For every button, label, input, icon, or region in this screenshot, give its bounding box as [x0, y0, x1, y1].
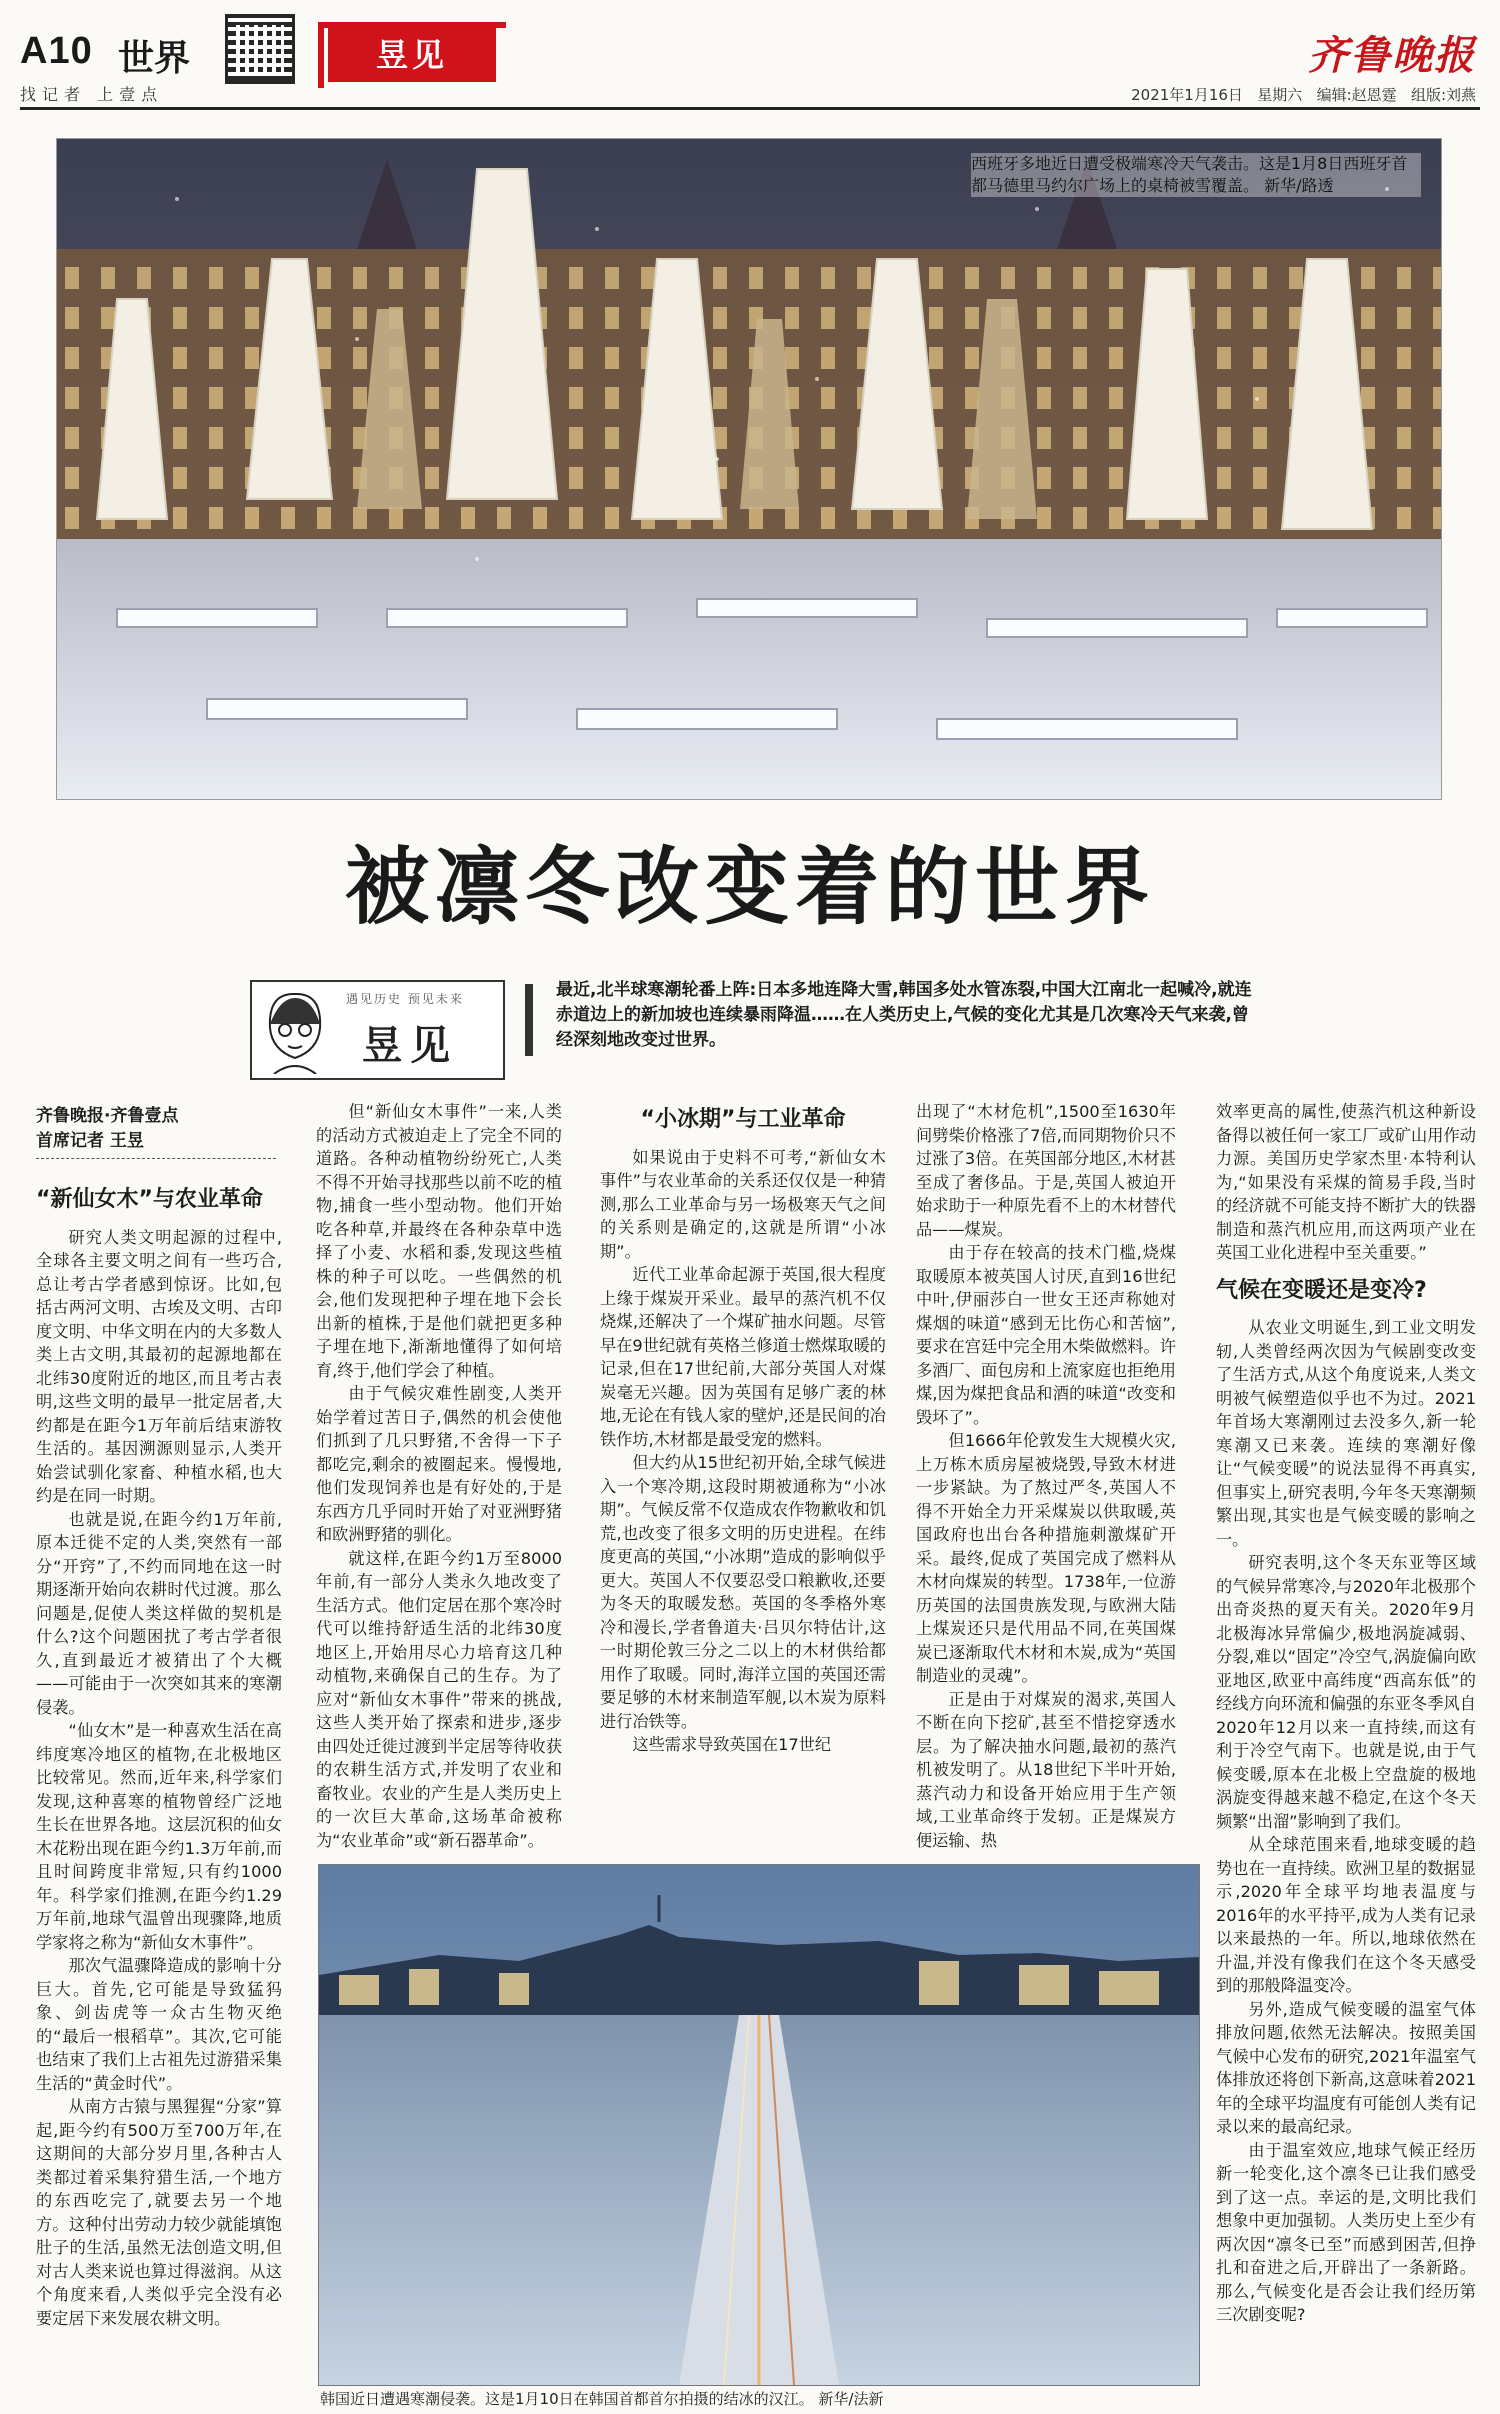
frozen-river-illustration	[319, 1865, 1199, 2385]
paragraph: 研究表明,这个冬天东亚等区域的气候异常寒冷,与2020年北极那个出奇炎热的夏天有关。2020年9月北极海冰异常偏少,极地涡旋减弱、分裂,难以“固定”冷空气,涡旋偏向欧亚地区,欧亚中高纬度“西高东低”的经线方向环流和偏强的东亚冬季风自2020年12月以来一直持续,而这有利于冷空气南下。也就是说,由于气候变暖,原本在北极上空盘旋的极地涡旋变得越来越不稳定,在这个冬天频繁“出溜”影响到了我们。	[1216, 1553, 1476, 1831]
paragraph: 由于存在较高的技术门槛,烧煤取暖原本被英国人讨厌,直到16世纪中叶,伊丽莎白一世女王还声称她对煤烟的味道“感到无比伤心和苦恼”,要求在宫廷中完全用木柴做燃料。许多酒厂、面包房和上流家庭也拒绝用煤,因为煤把食品和酒的味道“改变和毁坏了”。	[916, 1243, 1176, 1427]
subhead-2: “小冰期”与工业革命	[640, 1107, 846, 1132]
section-name: 世界	[118, 38, 191, 79]
paragraph: 如果说由于史料不可考,“新仙女木事件”与农业革命的关系还仅仅是一种猜测,那么工业革命与另一场极寒天气之间的关系则是确定的,这就是所谓“小冰期”。	[600, 1147, 886, 1261]
page-number: A10	[20, 30, 93, 72]
article-column-4	[916, 1100, 1176, 1852]
article-lead: 最近,北半球寒潮轮番上阵:日本多地连降大雪,韩国多处水管冻裂,中国大江南北一起喊冷,就连赤道边上的新加坡也连续暴雨降温……在人类历史上,气候的变化尤其是几次寒冷天气来袭,曾经深刻地改变过世界。	[556, 980, 1252, 1050]
weekday: 星期六	[1257, 86, 1303, 104]
paragraph: 那次气温骤降造成的影响十分巨大。首先,它可能是导致猛犸象、剑齿虎等一众古生物灭绝的“最后一根稻草”。其次,它可能也结束了我们上古祖先过游猎采集生活的“黄金时代”。	[36, 1956, 282, 2093]
paragraph: 就这样,在距今约1万至8000年前,有一部分人类永久地改变了生活方式。他们定居在那个寒冷时代可以维持舒适生活的北纬30度地区上,开始用尽心力培育这几种动植物,来确保自己的生存。为了应对“新仙女木事件”带来的挑战,这些人类开始了探索和进步,逐步由四处迁徙过渡到半定居等待收获的农耕生活方式,并发明了农业和畜牧业。农业的产生是人类历史上的一次巨大革命,这场革命被称为“农业革命”或“新石器革命”。	[316, 1548, 562, 1850]
paragraph: 但大约从15世纪初开始,全球气候进入一个寒冷期,这段时期被通称为“小冰期”。气候反常不仅造成农作物歉收和饥荒,也改变了很多文明的历史进程。在纬度更高的英国,“小冰期”造成的影响似乎更大。英国人不仅要忍受口粮歉收,还要为冬天的取暖发愁。英国的冬季格外寒冷和漫长,学者鲁道夫·吕贝尔特估计,这一时期伦敦三分之二以上的木材供给都用作了取暖。同时,海洋立国的英国还需要足够的木材来制造军舰,以木炭为原料进行冶铁等。	[600, 1453, 886, 1731]
author-column-name: 昱见	[362, 1022, 458, 1069]
hero-photo	[56, 138, 1442, 800]
paragraph: 从南方古猿与黑猩猩“分家”算起,距今约有500万至700万年,在这期间的大部分岁月里,各种古人类都过着采集狩猎生活,一个地方的东西吃完了,就要去另一个地方。这种付出劳动力较少就能填饱肚子的生活,虽然无法创造文明,但对古人类来说也算过得滋润。从这个角度来看,人类似乎完全没有必要定居下来发展农耕文明。	[36, 2097, 282, 2328]
paragraph: 也就是说,在距今约1万年前,原本迁徙不定的人类,突然有一部分“开窍”了,不约而同地在这一时期逐渐开始向农耕时代过渡。那么问题是,促使人类这样做的契机是什么?这个问题困扰了考古学者很久,直到最近才被猜出了个大概——可能由于一次突如其来的寒潮侵袭。	[36, 1509, 282, 1717]
dateline	[1131, 84, 1476, 105]
paragraph: 出现了“木材危机”,1500至1630年间劈柴价格涨了7倍,而同期物价只不过涨了3倍。在英国部分地区,木材甚至成了奢侈品。于是,英国人被迫开始求助于一种原先看不上的木材替代品——煤炭。	[916, 1102, 1176, 1239]
column-tag: 昱见	[328, 28, 496, 82]
byline-outlet: 齐鲁晚报·齐鲁壹点	[36, 1106, 179, 1126]
editor: 编辑:赵恩霆	[1316, 86, 1397, 104]
tagline: 找记者 上壹点	[20, 85, 164, 104]
photo2-caption: 韩国近日遭遇寒潮侵袭。这是1月10日在韩国首都首尔拍摄的结冰的汉江。 新华/法新	[320, 2390, 884, 2408]
byline	[36, 1104, 178, 1154]
paragraph: 但“新仙女木事件”一来,人类的活动方式被迫走上了完全不同的道路。各种动植物纷纷死亡,人类不得不开始寻找那些以前不吃的植物,捕食一些小型动物。他们开始吃各种草,并最终在各种杂草中选择了小麦、水稻和黍,发现这些植株的种子可以吃。一些偶然的机会,他们发现把种子埋在地下会长出新的植株,于是他们就把更多种子埋在地下,渐渐地懂得了如何培育,终于,他们学会了种植。	[316, 1102, 562, 1380]
paragraph: 但1666年伦敦发生大规模火灾,上万栋木质房屋被烧毁,导致木材进一步紧缺。为了熬过严冬,英国人不得不开始全力开采煤炭以供取暖,英国政府也出台各种措施刺激煤矿开采。最终,促成了英国完成了燃料从木材向煤炭的转型。1738年,一位游历英国的法国贵族发现,与欧洲大陆上煤炭还只是代用品不同,在英国煤炭已逐渐取代木材和木炭,成为“英国制造业的灵魂”。	[916, 1431, 1176, 1685]
paragraph: 近代工业革命起源于英国,很大程度上缘于煤炭开采业。最早的蒸汽机不仅烧煤,还解决了一个煤矿抽水问题。尽管早在9世纪就有英格兰修道士燃煤取暖的记录,但在17世纪前,大部分英国人对煤炭毫无兴趣。因为英国有足够广袤的林地,无论在有钱人家的壁炉,还是民间的冶铁作坊,木材都是最受宠的燃料。	[600, 1265, 886, 1449]
lead-bar	[525, 984, 533, 1056]
date: 2021年1月16日	[1131, 86, 1243, 104]
paragraph: 另外,造成气候变暖的温室气体排放问题,依然无法解决。按照美国气候中心发布的研究,2021年温室气体排放还将创下新高,这意味着2021年的全球平均温度有可能创人类有记录以来的最高纪录。	[1216, 1999, 1476, 2136]
article-column-5	[1216, 1100, 1476, 2327]
paragraph: 效率更高的属性,使蒸汽机这种新设备得以被任何一家工厂或矿山用作动力源。美国历史学家杰里·本特利认为,“如果没有采煤的简易手段,当时的经济就不可能支持不断扩大的铁器制造和蒸汽机应用,而这两项产业在英国工业化进程中至关重要。”	[1216, 1102, 1476, 1262]
paragraph: “仙女木”是一种喜欢生活在高纬度寒冷地区的植物,在北极地区比较常见。然而,近年来,科学家们发现,这种喜寒的植物曾经广泛地生长在世界各地。这层沉积的仙女木花粉出现在距今约1.3万年前,而且时间跨度非常短,只有约1000年。科学家们推测,在距今约1.29万年前,地球气温曾出现骤降,地质学家将之称为“新仙女木事件”。	[36, 1721, 282, 1952]
hero-caption: 西班牙多地近日遭受极端寒冷天气袭击。这是1月8日西班牙首都马德里马约尔广场上的桌椅被雪覆盖。 新华/路透	[971, 153, 1421, 197]
author-portrait-icon	[260, 988, 330, 1074]
qr-code-icon	[225, 14, 295, 84]
paragraph: 从全球范围来看,地球变暖的趋势也在一直持续。欧洲卫星的数据显示,2020年全球平均地表温度与2016年的水平持平,成为人类有记录以来最热的一年。所以,地球依然在升温,并没有像我们在这个冬天感受到的那般降温变冷。	[1216, 1835, 1476, 1995]
subhead-1: “新仙女木”与农业革命	[36, 1187, 263, 1212]
article-column-2	[316, 1100, 562, 1852]
paragraph: 从农业文明诞生,到工业文明发轫,人类曾经两次因为气候剧变改变了生活方式,从这个角度说来,人类文明被气候塑造似乎也不为过。2021年首场大寒潮刚过去没多久,新一轮寒潮又已来袭。连续的寒潮好像让“气候变暖”的说法显得不再真实,但事实上,研究表明,今年冬天寒潮频繁出现,其实也是气候变暖的影响之一。	[1216, 1318, 1476, 1549]
paragraph: 研究人类文明起源的过程中,全球各主要文明之间有一些巧合,总让考古学者感到惊讶。比如,包括古两河文明、古埃及文明、古印度文明、中华文明在内的大多数人类上古文明,其最初的起源地都在北纬30度附近的地区,而且考古表明,这些文明的最早一批定居者,大约都是在距今1万年前后结束游牧生活的。基因溯源则显示,人类开始尝试驯化家畜、种植水稻,也大约是在同一时期。	[36, 1227, 282, 1505]
paragraph: 由于温室效应,地球气候正经历新一轮变化,这个凛冬已让我们感受到了这一点。幸运的是,文明比我们想象中更加强韧。人类历史上至少有两次因“凛冬已至”而感到困苦,但挣扎和奋进之后,开辟出了一条新路。那么,气候变化是否会让我们经历第三次剧变呢?	[1216, 2140, 1476, 2324]
byline-rule	[36, 1158, 276, 1159]
designer: 组版:刘燕	[1410, 86, 1476, 104]
han-river-photo	[318, 1864, 1200, 2386]
article-column-3	[600, 1100, 886, 1757]
header-rule	[20, 107, 1480, 110]
article-title: 被凛冬改变着的世界	[344, 837, 1155, 936]
author-motto: 遇见历史 预见未来	[346, 992, 464, 1006]
masthead-logo: 齐鲁晚报	[1308, 32, 1476, 79]
paragraph: 正是由于对煤炭的渴求,英国人不断在向下挖矿,甚至不惜挖穿透水层。为了解决抽水问题,最初的蒸汽机被发明了。从18世纪下半叶开始,蒸汽动力和设备开始应用于生产领域,工业革命终于发轫。正是煤炭方便运输、热	[916, 1689, 1176, 1850]
paragraph: 这些需求导致英国在17世纪	[632, 1735, 832, 1754]
snowy-plaza-illustration	[57, 139, 1441, 799]
subhead-3: 气候在变暖还是变冷?	[1216, 1277, 1427, 1303]
paragraph: 由于气候灾难性剧变,人类开始学着过苦日子,偶然的机会使他们抓到了几只野猪,不舍得一下子都吃完,剩余的被圈起来。慢慢地,他们发现饲养也是有好处的,于是东西方几乎同时开始了对亚洲野猪和欧洲野猪的驯化。	[316, 1384, 562, 1544]
article-column-1	[36, 1180, 282, 2330]
byline-reporter: 首席记者 王昱	[36, 1131, 144, 1151]
author-box	[250, 980, 505, 1080]
